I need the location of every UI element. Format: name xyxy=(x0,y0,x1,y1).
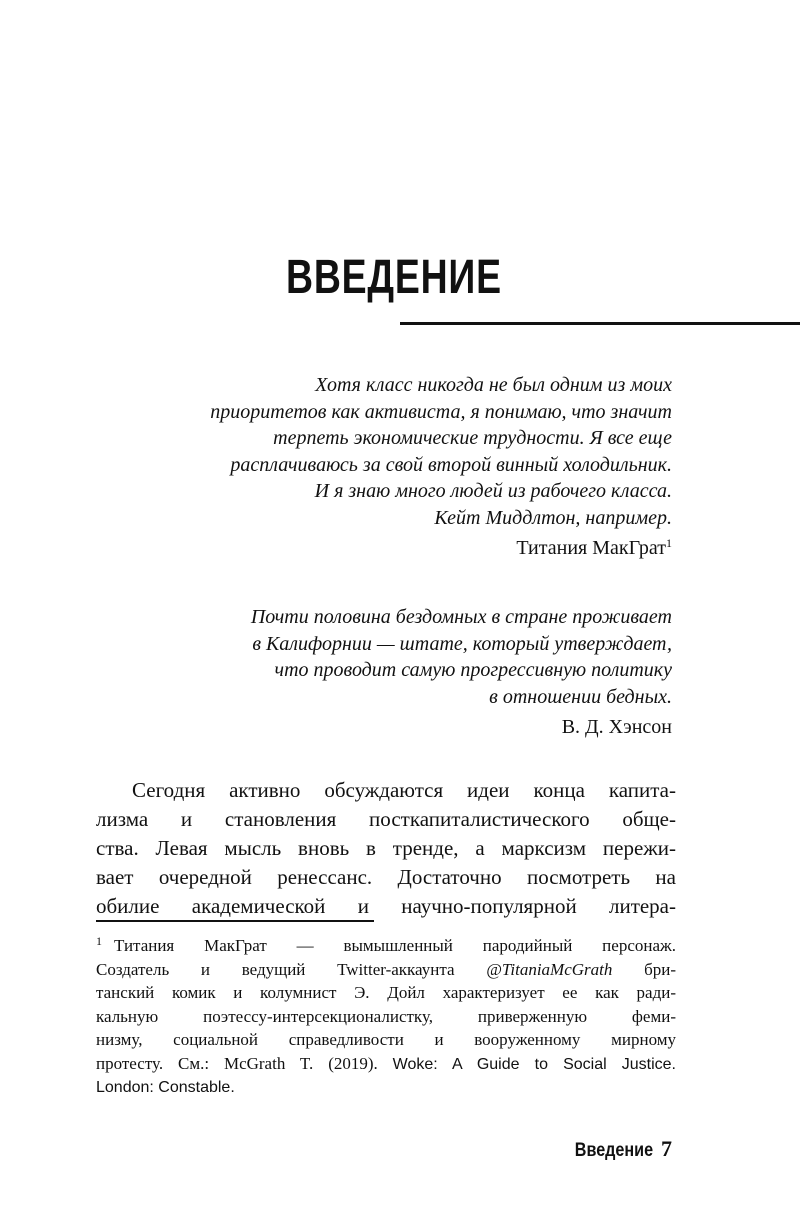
footnote-text: Создатель и ведущий Twitter-аккаунта xyxy=(96,959,487,979)
body-line: Сегодня активно обсуждаются идеи конца капита- xyxy=(132,778,676,802)
quote-line: в Калифорнии — штате, который утверждает, xyxy=(252,632,672,655)
body-line: лизма и становления посткапиталистического обще- xyxy=(96,807,676,831)
footnote-line xyxy=(96,1075,676,1099)
body-line: ства. Левая мысль вновь в тренде, а марксизм пережи- xyxy=(96,836,676,860)
footnote-line xyxy=(96,1052,676,1076)
quote-line: что проводит самую прогрессивную политику xyxy=(274,659,672,681)
epigraph-2-quote xyxy=(152,604,672,710)
quote-line: И я знаю много людей из рабочего класса. xyxy=(314,480,672,502)
publisher: London: Constable. xyxy=(96,1079,235,1096)
quote-line: приоритетов как активиста, я понимаю, что значит xyxy=(210,400,672,423)
footnote-line: 1 Титания МакГрат — вымышленный пародийный персонаж. xyxy=(96,934,676,955)
twitter-handle: @TitaniaMcGrath xyxy=(486,959,613,979)
quote-line: Хотя класс никогда не был одним из моих xyxy=(315,374,672,396)
chapter-title: ВВЕДЕНИЕ xyxy=(286,251,502,304)
footnote-reference: 1 xyxy=(666,536,672,550)
footnote-line xyxy=(96,958,676,982)
epigraph-2 xyxy=(152,604,672,740)
quote-line: Кейт Миддлтон, например. xyxy=(434,506,672,529)
body-text xyxy=(96,776,676,921)
epigraph-2-author: В. Д. Хэнсон xyxy=(561,716,672,738)
author-name: Титания МакГрат xyxy=(516,537,666,559)
quote-line: в отношении бедных. xyxy=(489,685,672,708)
footnote-text: Титания МакГрат — вымышленный пародийный персонаж. xyxy=(114,936,676,955)
book-title: Woke: A Guide to Social Justice. xyxy=(392,1055,676,1073)
epigraph-1-author xyxy=(112,535,672,561)
footnote-line: низму, социальной справедливости и вооруженному мирному xyxy=(96,1030,676,1049)
epigraph-1 xyxy=(112,372,672,561)
footnote-text: протесту. См.: McGrath T. (2019). xyxy=(96,1053,393,1073)
footnote-rule xyxy=(96,920,374,922)
quote-line: расплачиваюсь за свой второй винный холодильник. xyxy=(230,453,672,476)
footnote-text: бри- xyxy=(612,959,676,979)
epigraph-1-quote xyxy=(112,372,672,531)
page-footer xyxy=(561,1136,672,1162)
footnote-line: танский комик и колумнист Э. Дойл характеризует ее как ради- xyxy=(96,983,676,1002)
title-rule xyxy=(400,322,800,325)
body-line: обилие академической и научно-популярной литера- xyxy=(96,894,676,918)
body-line: вает очередной ренессанс. Достаточно посмотреть на xyxy=(96,865,676,889)
quote-line: Почти половина бездомных в стране проживает xyxy=(250,606,672,628)
quote-line: терпеть экономические трудности. Я все еще xyxy=(273,427,672,449)
page-number: 7 xyxy=(661,1136,672,1161)
running-footer-section: Введение xyxy=(574,1140,653,1161)
footnote xyxy=(96,934,676,1099)
footnote-line: кальную поэтессу-интерсекционалистку, приверженную феми- xyxy=(96,1006,676,1026)
